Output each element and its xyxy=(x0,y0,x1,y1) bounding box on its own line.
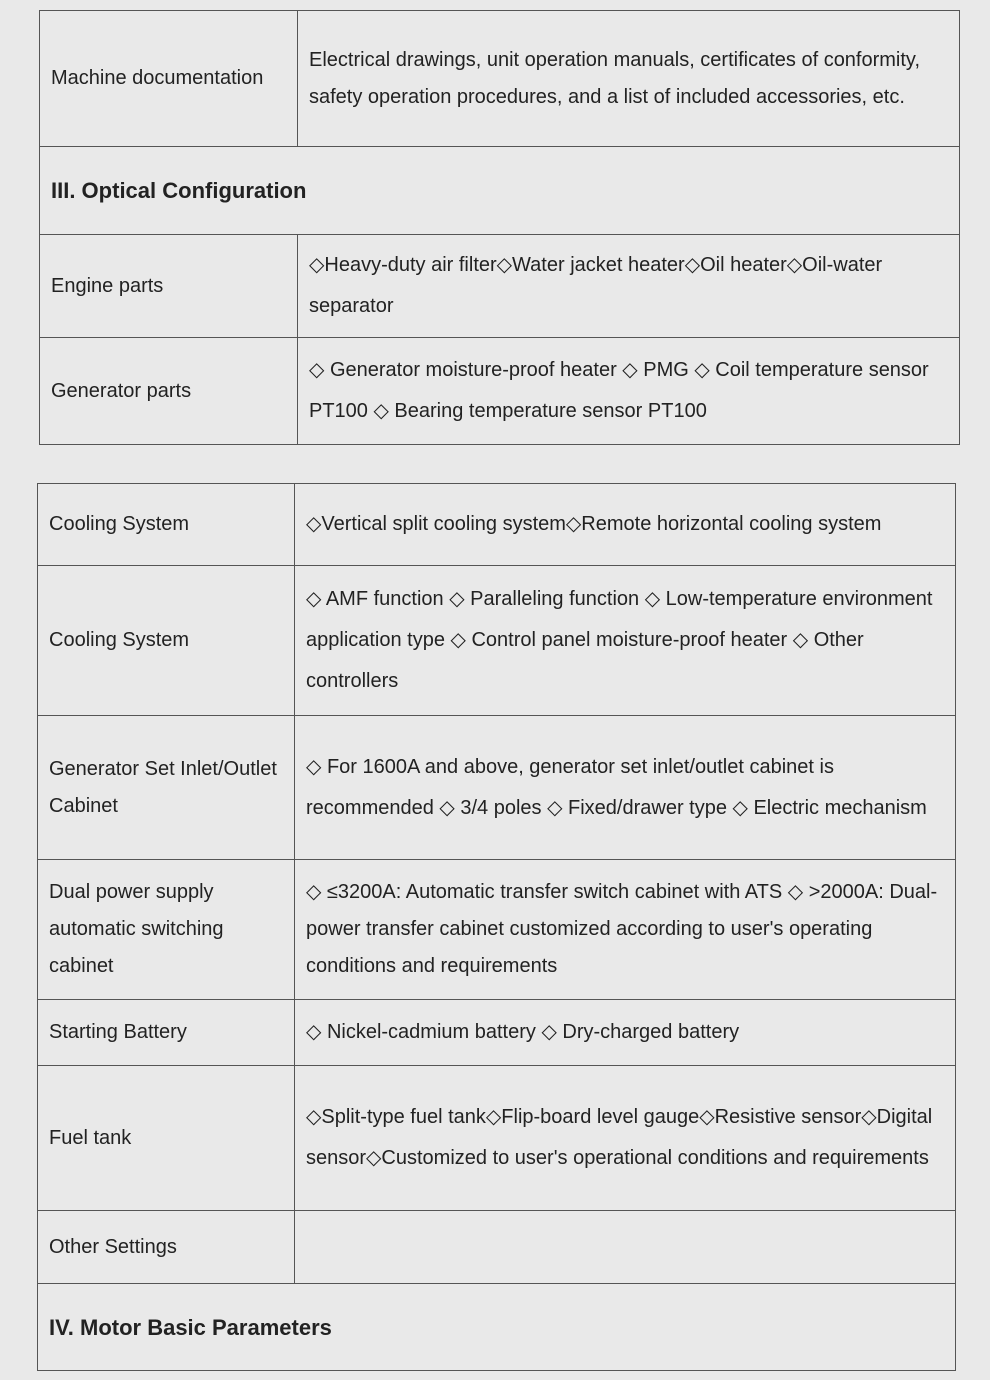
row-value-inlet-outlet-cabinet: ◇ For 1600A and above, generator set inlet/outlet cabinet is recommended ◇ 3/4 poles ◇ Fixed/drawer type ◇ Electric mechanism xyxy=(295,716,956,860)
table-row xyxy=(38,484,956,566)
row-label-cooling-system-controls: Cooling System xyxy=(38,566,295,716)
table-row xyxy=(40,235,960,338)
row-value-dual-power-cabinet: ◇ ≤3200A: Automatic transfer switch cabinet with ATS ◇ >2000A: Dual-power transfer cabinet customized according to user's operating conditions and requirements xyxy=(295,860,956,1000)
table-row xyxy=(38,860,956,1000)
table-row xyxy=(38,1000,956,1066)
table-row xyxy=(38,1211,956,1284)
configuration-options-table xyxy=(37,483,956,1371)
table-row xyxy=(38,566,956,716)
row-label-fuel-tank: Fuel tank xyxy=(38,1066,295,1211)
row-label-cooling-system: Cooling System xyxy=(38,484,295,566)
table-row xyxy=(38,1284,956,1371)
row-value-starting-battery: ◇ Nickel-cadmium battery ◇ Dry-charged battery xyxy=(295,1000,956,1066)
table-row xyxy=(38,1066,956,1211)
row-label-starting-battery: Starting Battery xyxy=(38,1000,295,1066)
row-label-engine-parts: Engine parts xyxy=(40,235,298,338)
row-value-machine-documentation: Electrical drawings, unit operation manuals, certificates of conformity, safety operation procedures, and a list of included accessories, etc. xyxy=(298,11,960,147)
row-value-fuel-tank: ◇Split-type fuel tank◇Flip-board level gauge◇Resistive sensor◇Digital sensor◇Customized to user's operational conditions and requirements xyxy=(295,1066,956,1211)
row-label-other-settings: Other Settings xyxy=(38,1211,295,1284)
table-row xyxy=(40,11,960,147)
table-row xyxy=(38,716,956,860)
row-value-cooling-system: ◇Vertical split cooling system◇Remote horizontal cooling system xyxy=(295,484,956,566)
table-row xyxy=(40,338,960,445)
table-row xyxy=(40,147,960,235)
row-label-inlet-outlet-cabinet: Generator Set Inlet/Outlet Cabinet xyxy=(38,716,295,860)
optical-configuration-table xyxy=(39,10,960,445)
row-label-generator-parts: Generator parts xyxy=(40,338,298,445)
row-value-engine-parts: ◇Heavy-duty air filter◇Water jacket heater◇Oil heater◇Oil-water separator xyxy=(298,235,960,338)
row-label-dual-power-cabinet: Dual power supply automatic switching cabinet xyxy=(38,860,295,1000)
section-heading-optical-configuration: III. Optical Configuration xyxy=(40,147,960,235)
row-value-cooling-system-controls: ◇ AMF function ◇ Paralleling function ◇ Low-temperature environment application type ◇ Control panel moisture-proof heater ◇ Other controllers xyxy=(295,566,956,716)
section-heading-motor-basic-parameters: IV. Motor Basic Parameters xyxy=(38,1284,956,1371)
row-value-generator-parts: ◇ Generator moisture-proof heater ◇ PMG ◇ Coil temperature sensor PT100 ◇ Bearing temperature sensor PT100 xyxy=(298,338,960,445)
row-value-other-settings xyxy=(295,1211,956,1284)
row-label-machine-documentation: Machine documentation xyxy=(40,11,298,147)
